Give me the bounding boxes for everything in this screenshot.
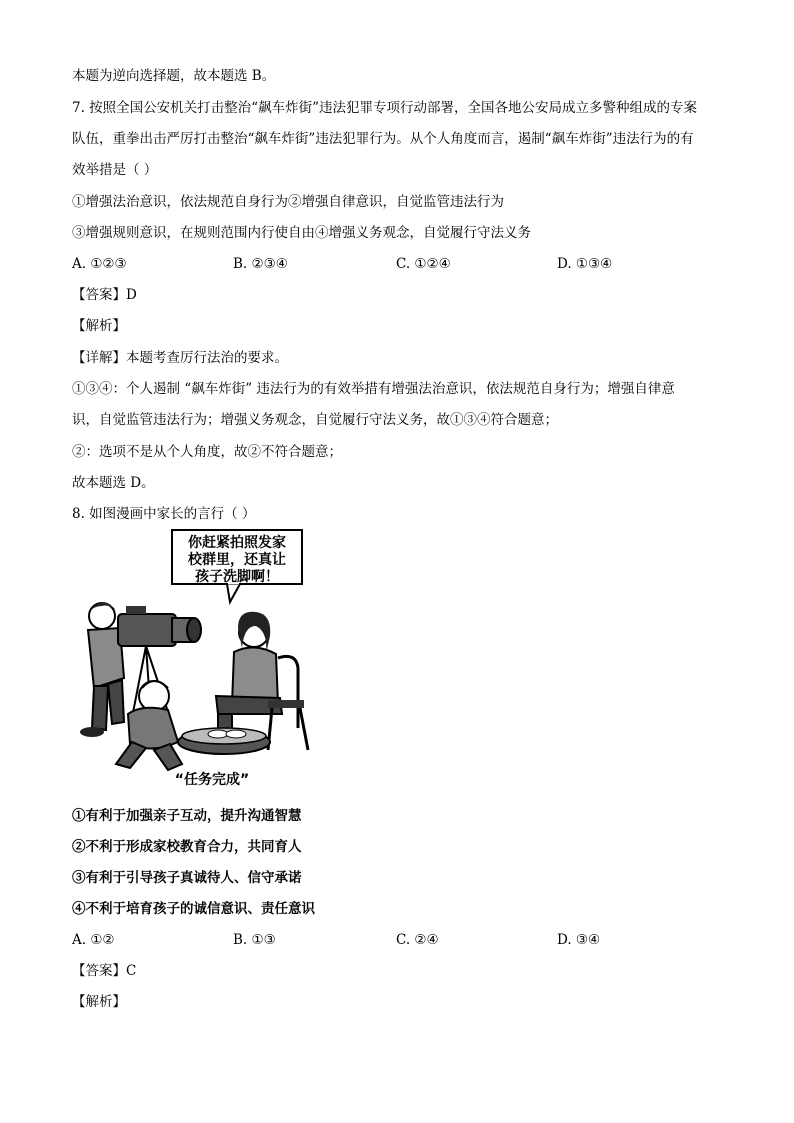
q8-statement-1: ①有利于加强亲子互动，提升沟通智慧 bbox=[72, 808, 302, 824]
q7-option-a: A. ①②③ bbox=[72, 256, 127, 272]
q7-detail: 【详解】本题考查厉行法治的要求。 bbox=[72, 350, 288, 366]
child-figure bbox=[116, 681, 182, 770]
q8-option-c: C. ②④ bbox=[396, 932, 439, 948]
comic-caption: “任务完成” bbox=[174, 772, 250, 788]
q8-statement-3: ③有利于引导孩子真诚待人、信守承诺 bbox=[72, 870, 302, 886]
comic-illustration bbox=[72, 528, 314, 790]
q7-option-c: C. ①②④ bbox=[396, 256, 451, 272]
q7-stem-line-3: 效举措是（ ） bbox=[72, 162, 158, 178]
q7-explain-line-1: ①③④：个人遏制 “飙车炸街” 违法行为的有效举措有增强法治意识，依法规范自身行为；增强自律意 bbox=[72, 381, 675, 397]
q7-stem-line-2: 队伍，重拳出击严厉打击整治“飙车炸街”违法犯罪行为。从个人角度而言，遏制“飙车炸街”违法行为的有 bbox=[72, 131, 694, 147]
q8-analysis-label: 【解析】 bbox=[72, 994, 126, 1010]
q8-option-b: B. ①③ bbox=[233, 932, 276, 948]
q8-statement-4: ④不利于培育孩子的诚信意识、责任意识 bbox=[72, 901, 315, 917]
q7-statement-2: ③增强规则意识，在规则范围内行使自由④增强义务观念，自觉履行守法义务 bbox=[72, 225, 531, 241]
q7-stem-line-1: 7. 按照全国公安机关打击整治“飙车炸街”违法犯罪专项行动部署，全国各地公安局成立多警种组成的专案 bbox=[72, 100, 697, 116]
q8-statement-2: ②不利于形成家校教育合力，共同育人 bbox=[72, 839, 302, 855]
speech-bubble-tail bbox=[227, 584, 240, 602]
wash-basin bbox=[178, 728, 270, 754]
q7-conclusion: 故本题选 D。 bbox=[72, 475, 155, 491]
q7-statement-1: ①增强法治意识，依法规范自身行为②增强自律意识，自觉监管违法行为 bbox=[72, 194, 504, 210]
q7-explain-line-2: 识，自觉监管违法行为；增强义务观念，自觉履行守法义务，故①③④符合题意； bbox=[72, 412, 558, 428]
speech-line-2: 校群里，还真让 bbox=[188, 552, 286, 568]
q8-option-a: A. ①② bbox=[72, 932, 115, 948]
q7-explain-line-3: ②：选项不是从个人角度，故②不符合题意； bbox=[72, 444, 342, 460]
speech-line-3: 孩子洗脚啊！ bbox=[195, 569, 279, 585]
q7-analysis-label: 【解析】 bbox=[72, 318, 126, 334]
q8-answer: 【答案】C bbox=[72, 963, 137, 979]
q8-option-d: D. ③④ bbox=[557, 932, 601, 948]
q7-option-b: B. ②③④ bbox=[233, 256, 288, 272]
q8-stem: 8. 如图漫画中家长的言行（ ） bbox=[72, 506, 256, 522]
q7-option-d: D. ①③④ bbox=[557, 256, 613, 272]
q7-answer: 【答案】D bbox=[72, 287, 137, 303]
speech-line-1: 你赶紧拍照发家 bbox=[188, 535, 286, 551]
intro-line: 本题为逆向选择题，故本题选 B。 bbox=[72, 68, 276, 84]
